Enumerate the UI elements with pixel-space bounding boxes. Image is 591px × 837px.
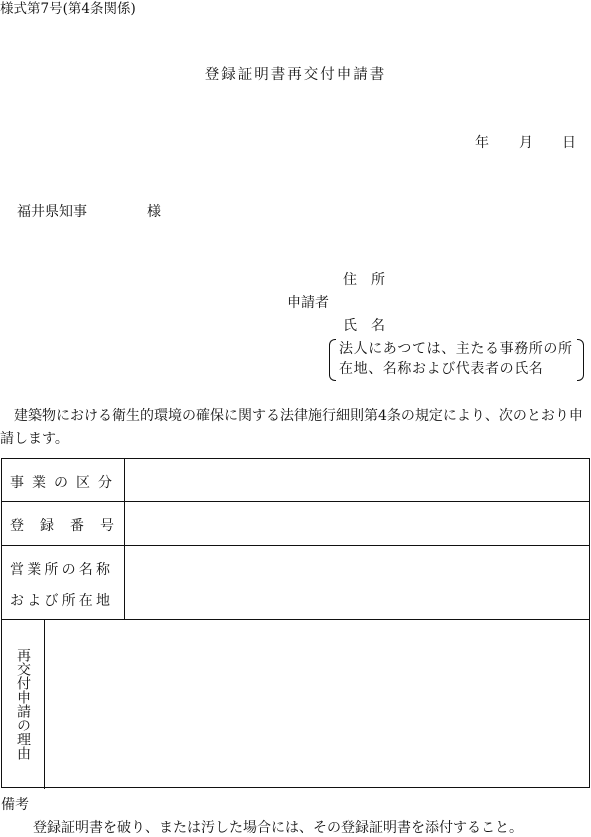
- date-day-label: 日: [562, 135, 576, 151]
- corporate-note: [329, 339, 584, 381]
- business-category-field[interactable]: [125, 459, 589, 501]
- business-category-label: 事業の区分: [10, 475, 120, 491]
- date-year-label: 年: [475, 135, 489, 151]
- corporate-note-line-1: 法人にあつては、主たる事務所の所: [339, 341, 573, 357]
- applicant-address-label: 住所: [343, 272, 399, 288]
- remarks-text: 登録証明書を破り、または汚した場合には、その登録証明書を添付すること。: [33, 820, 523, 836]
- addressee-name: 福井県知事: [17, 204, 87, 220]
- form-number: 様式第7号(第4条関係): [0, 1, 136, 17]
- right-bracket: [577, 339, 584, 381]
- document-title: 登録証明書再交付申請書: [204, 67, 387, 83]
- reason-label: 再交付申請の理由: [15, 648, 31, 760]
- office-name-label-line-1: 営業所の名称: [10, 562, 114, 578]
- left-bracket: [329, 339, 336, 381]
- applicant-label: 申請者: [287, 295, 329, 311]
- applicant-name-label: 氏名: [343, 318, 399, 334]
- date-month-label: 月: [519, 135, 533, 151]
- addressee-suffix: 様: [147, 204, 161, 220]
- corporate-note-line-2: 在地、名称および代表者の氏名: [339, 361, 544, 377]
- office-name-label-line-2: および所在地: [10, 593, 114, 609]
- office-name-address-field[interactable]: [125, 546, 589, 619]
- registration-number-field[interactable]: [125, 502, 589, 545]
- remarks-title: 備考: [1, 797, 29, 813]
- reason-field[interactable]: [45, 620, 589, 787]
- registration-number-label: 登録番号: [10, 518, 130, 534]
- application-table: [1, 458, 590, 788]
- body-text: 建築物における衛生的環境の確保に関する法律施行細則第4条の規定により、次のとおり申請します。: [0, 408, 583, 447]
